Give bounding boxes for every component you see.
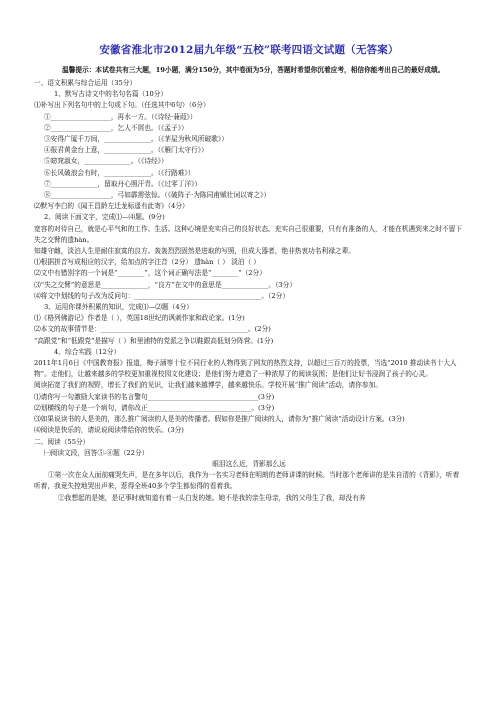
reading-title: 眼泪这么近，背影那么远 [212, 459, 286, 468]
page-title: 安徽省淮北市2012届九年级“五校”联考四语文试题（无答案） [99, 44, 399, 56]
question-line: ⑵默写李白的《闻王昌龄左迁龙标遥有此寄》（4分） [34, 202, 189, 211]
question-line: ⑶“失之交臂”的意思是______________，“良方”在文中的意思是______________。（3分） [34, 280, 297, 289]
question-heading: ㈠阅读文段，回答⑤-⑧题（22分） [44, 448, 149, 457]
question-line: ⑴根据拼音写成相应的汉字，给加点的字注音（2分） 遗hàn（ ） 淡泊（ ） [34, 258, 260, 267]
section-heading: 二、阅读（55分） [34, 437, 90, 446]
fill-blank-line: ⑦______________，留取丹心照汗青。（《过零丁洋》） [44, 179, 202, 188]
exam-notice: 温馨提示：本试卷共有三大题，19小题，满分150分，其中卷面为5分，答题时希望你沉着应考，相信你能考出自己的最好成绩。 [62, 66, 445, 74]
passage-paragraph: 宽容的对待自己，就是心平气和的工作、生活。这种心境是充实自己的良好状态。充实自己很重要，只有有准备的人，才能在机遇到来之时不留下失之交臂的遗hàn。 [34, 224, 462, 244]
reading-paragraph: ①第一次在众人面前痛哭失声，是在多年以后，我作为一名实习老师在明朗的老师讲课的时候。当时那个老师讲的是朱自清的《背影》，听着听着，我竟失控地哭出声来，惹得全班40多个学生都惊得的看着我。 [34, 471, 460, 491]
fill-blank-line: ⑥长风破浪会有时，______________。（《行路难》） [44, 168, 195, 177]
question-heading: 4、综合实践（12分） [54, 347, 121, 356]
fill-blank-line: ④报君黄金台上意，______________。（《雁门太守行》） [44, 146, 208, 155]
section-heading: 一、语文积累与综合运用（35分） [34, 79, 137, 87]
fill-blank-line: ⑧__________________，弓如霹雳弦惊。（《破阵子·为陈同甫赋壮词以寄之》） [44, 191, 271, 200]
passage-paragraph: 2011年1月6日《中国教育报》报道，梅子涵等十位不同行业的人物得到了网友的热烈支持，以超过三百万的投票，当选“2010 推动读书十大人物”。走他们，让越来越多的学校更加重视校园文化建设；是他们努力建造了一种浓厚了的阅读氛围；是他们让好书浸润了孩子的心灵。 [34, 359, 457, 379]
fill-blank-line: ②__________________，乞人不屑也。（《孟子》） [44, 123, 188, 132]
question-line: ⑷将文中划线的句子改为反问句：______________________________________。（2分） [34, 291, 290, 300]
question-heading: 2、阅读下面文字，完成⑴—⑷题。(9分) [44, 213, 165, 222]
question-line: ⑶如果说读书的人是美的，那么推广阅读的人是美的传播者。假如你是推广阅读的人，请你为“推广阅读”活动设计方案。(3分) [34, 415, 405, 424]
fill-blank-line: ⑤窈窕淑女，______________。（《诗经》） [44, 157, 168, 166]
question-line: ⑴请你写一句激励大家读书的名言警句_________________________________(3分) [34, 392, 275, 401]
fill-blank-line: ①__________________，再水一方。（《诗经·蒹葭》） [44, 112, 197, 121]
question-line: ⑵本文的故事情节是：____________________________________________。(2分) [34, 325, 271, 334]
question-line: “高跟党”和“低跟党”是描写（ ）和里浦特的党派之争以鞋跟高低划分阵营。(1分) [34, 336, 274, 345]
question-line: ⑵文中有错别字的一个词是“________”，这个词正确写法是“________”（2分） [34, 269, 266, 278]
question-line: ⑷阅读是快乐的，请说说阅读带给你的快乐。(3分) [34, 426, 184, 435]
passage-paragraph: 阅读拓宽了我们的视野，增长了我们的见识，让我们越来越博学，越来越快乐。学校开展“推广阅读”活动，请你参加。 [34, 381, 382, 390]
question-line: ⑴补写出下列名句中的上句或下句。（任选其中6句）（6分） [34, 101, 210, 110]
fill-blank-line: ③安得广厦千万间，______________。（《茅屋为秋风所破歌》） [44, 135, 228, 144]
question-line: ⑵划横线的句子是一个病句，请你改正_______________________________。(3分) [34, 403, 275, 412]
question-line: ⑴《格列佛游记》作者是（ ），英国18世纪的讽刺作家和政论家。(1分) [34, 314, 245, 323]
question-heading: 3、运用你课外积累的知识，完成⑴—⑵题（4分） [44, 303, 193, 312]
question-heading: 1、默写古诗文中的名句名篇（10分） [54, 90, 168, 99]
reading-paragraph: ②我想起的是她，是记事时就知道有着一头白发的她。她不是我的亲生母亲，我的父母生了我，却没有养 [58, 493, 366, 502]
passage-paragraph: 知雄守雌，淡泊人生是耐住寂寞的良方。轰轰烈烈固然是进取的写照，但成大器者，绝非热衷功名利禄之辈。 [34, 247, 355, 256]
